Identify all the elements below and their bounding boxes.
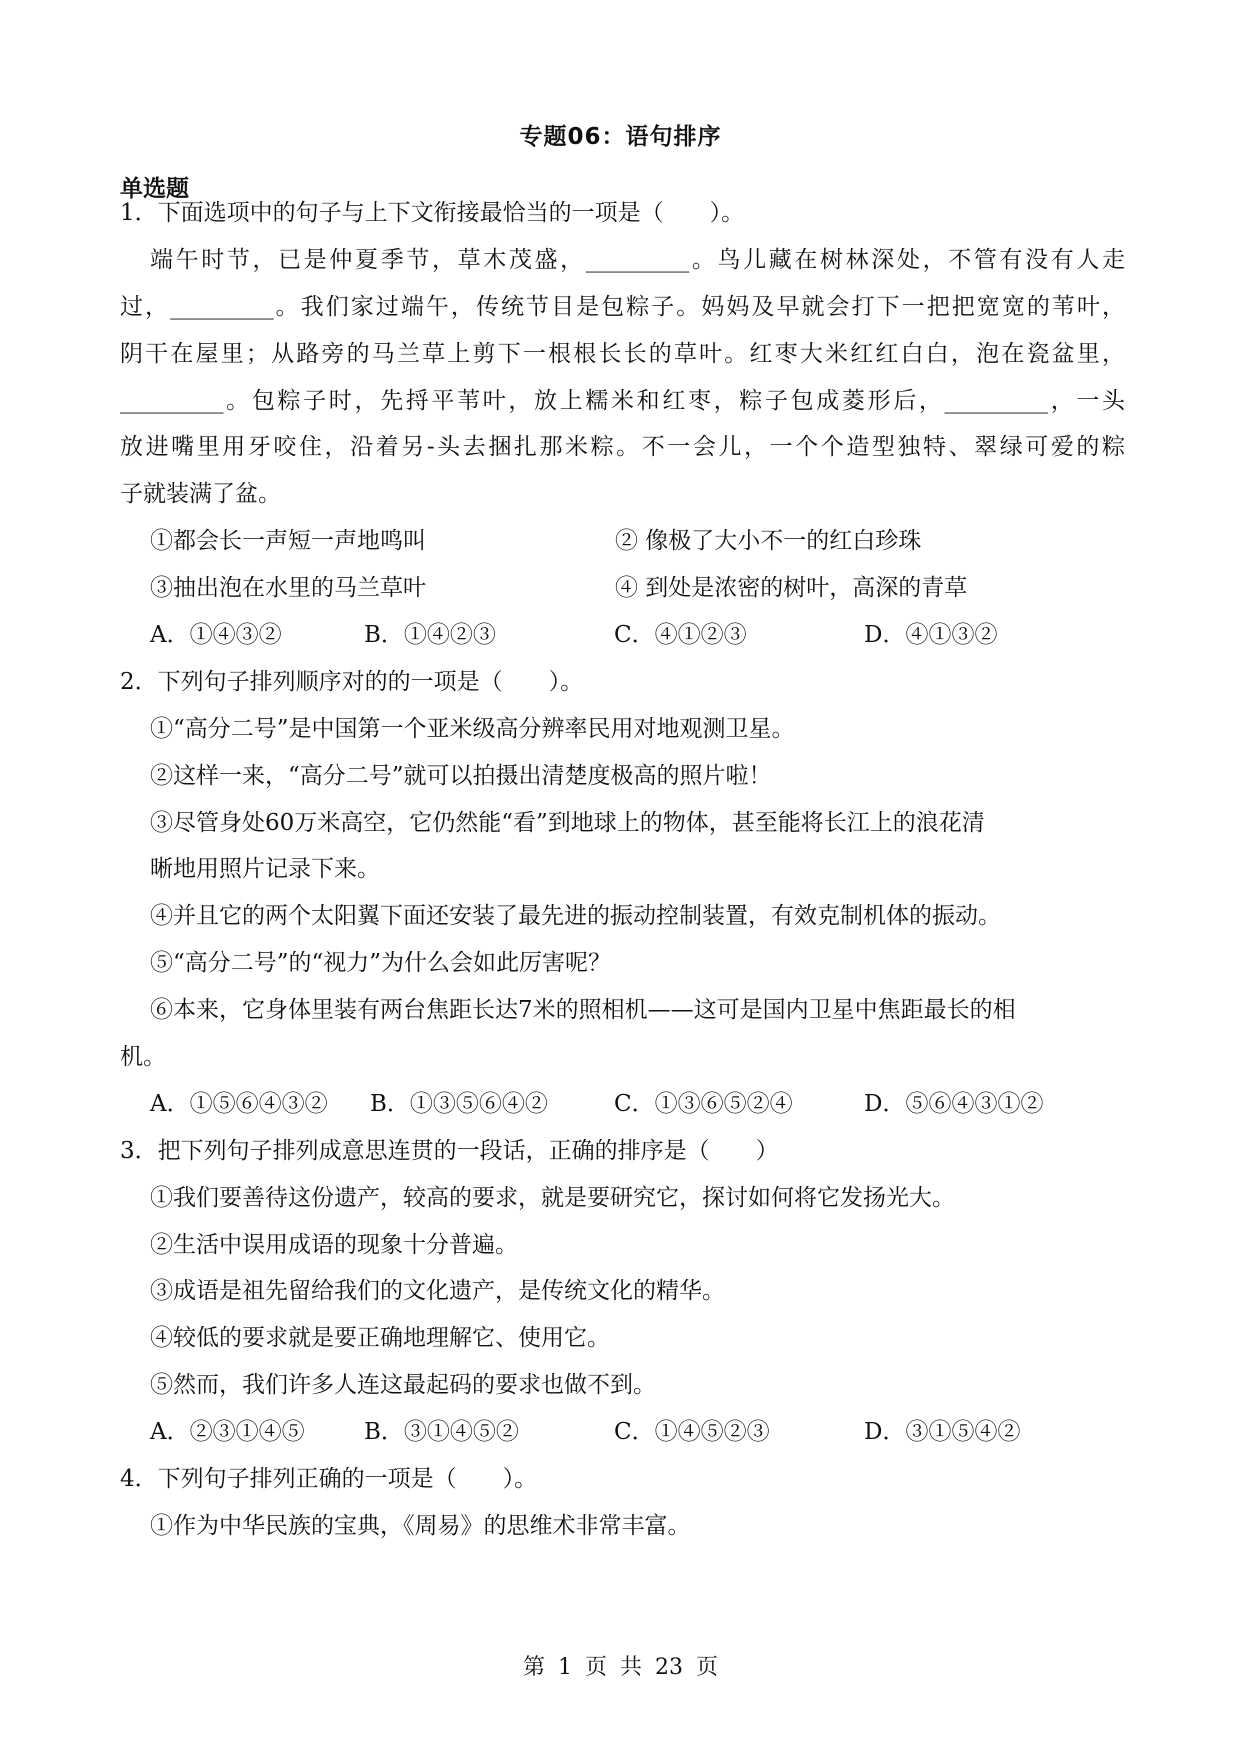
q2-option-b: B．①③⑤⑥④②	[370, 1090, 548, 1117]
q3-options	[120, 1409, 1125, 1456]
q1-item: ④ 到处是浓密的树叶，高深的青草	[615, 575, 968, 602]
q2-option-a: A．①⑤⑥④③②	[150, 1090, 328, 1117]
section-heading: 单选题	[120, 176, 189, 202]
q2-sentence: ⑤“高分二号”的“视力”为什么会如此厉害呢？	[150, 950, 612, 977]
q1-item: ①都会长一声短一声地鸣叫	[150, 528, 426, 555]
q1-option-b: B．①④②③	[364, 622, 496, 649]
q2-sentence: ④并且它的两个太阳翼下面还安装了最先进的振动控制装置，有效克制机体的振动。	[150, 903, 1001, 930]
q2-options	[120, 1081, 1125, 1128]
q3-stem: 3．把下列句子排列成意思连贯的一段话，正确的排序是（ ）	[120, 1137, 779, 1164]
page-footer: 第 1 页 共 23 页	[523, 1655, 718, 1680]
q1-passage-line: _________。包粽子时，先捋平苇叶，放上糯米和红枣，粽子包成菱形后，_________，一头	[120, 387, 1125, 414]
q1-stem: 1．下面选项中的句子与上下文衔接最恰当的一项是（ ）。	[120, 200, 745, 226]
question-list	[120, 190, 1125, 1550]
q4-sentence: ①作为中华民族的宝典，《周易》的思维术非常丰富。	[150, 1512, 691, 1539]
q1-item: ③抽出泡在水里的马兰草叶	[150, 575, 426, 602]
q3-sentence: ①我们要善待这份遗产，较高的要求，就是要研究它，探讨如何将它发扬光大。	[150, 1184, 955, 1211]
q2-sentence: 晰地用照片记录下来。	[150, 856, 380, 883]
q1-option-a: A．①④③②	[150, 622, 282, 649]
q2-sentence: 机。	[120, 1044, 166, 1071]
q1-passage-line: 放进嘴里用牙咬住，沿着另-头去捆扎那米粽。不一会儿，一个个造型独特、翠绿可爱的粽	[120, 434, 1125, 461]
q2-option-c: C．①③⑥⑤②④	[614, 1090, 793, 1117]
q2-sentence: ②这样一来，“高分二号”就可以拍摄出清楚度极高的照片啦！	[150, 762, 772, 789]
q3-sentence: ④较低的要求就是要正确地理解它、使用它。	[150, 1325, 610, 1352]
q3-option-d: D．③①⑤④②	[864, 1419, 1021, 1446]
q1-options	[120, 612, 1125, 659]
q1-items-row	[120, 565, 1125, 612]
q3-sentence: ⑤然而，我们许多人连这最起码的要求也做不到。	[150, 1372, 656, 1399]
q3-sentence: ②生活中误用成语的现象十分普遍。	[150, 1231, 518, 1258]
q3-option-a: A．②③①④⑤	[150, 1419, 305, 1446]
q3-option-c: C．①④⑤②③	[614, 1419, 770, 1446]
q2-sentence: ①“高分二号”是中国第一个亚米级高分辨率民用对地观测卫星。	[150, 715, 795, 742]
q4-stem: 4．下列句子排列正确的一项是（ ）。	[120, 1466, 538, 1493]
q2-sentence: ⑥本来，它身体里装有两台焦距长达7米的照相机——这可是国内卫星中焦距最长的相	[150, 997, 1016, 1024]
page-title: 专题06：语句排序	[519, 124, 722, 150]
q1-passage-line: 端午时节，已是仲夏季节，草木茂盛，_________。鸟儿藏在树林深处，不管有没有人走	[150, 246, 1125, 273]
q2-sentence: ③尽管身处60万米高空，它仍然能“看”到地球上的物体，甚至能将长江上的浪花清	[150, 809, 985, 836]
q1-item: ② 像极了大小不一的红白珍珠	[615, 528, 922, 555]
q2-stem: 2．下列句子排列顺序对的的一项是（ ）。	[120, 668, 584, 695]
q1-option-d: D．④①③②	[864, 622, 998, 649]
q1-passage-line: 过，_________。我们家过端午，传统节目是包粽子。妈妈及早就会打下一把把宽宽的苇叶，	[120, 293, 1125, 320]
q1-passage-line: 子就装满了盆。	[120, 481, 281, 508]
q1-items-row	[120, 518, 1125, 565]
q3-sentence: ③成语是祖先留给我们的文化遗产，是传统文化的精华。	[150, 1278, 725, 1305]
q1-option-c: C．④①②③	[614, 622, 747, 649]
q1-passage-line: 阴干在屋里；从路旁的马兰草上剪下一根根长长的草叶。红枣大米红红白白，泡在瓷盆里，	[120, 340, 1125, 367]
q2-option-d: D．⑤⑥④③①②	[864, 1090, 1044, 1117]
q3-option-b: B．③①④⑤②	[364, 1419, 519, 1446]
